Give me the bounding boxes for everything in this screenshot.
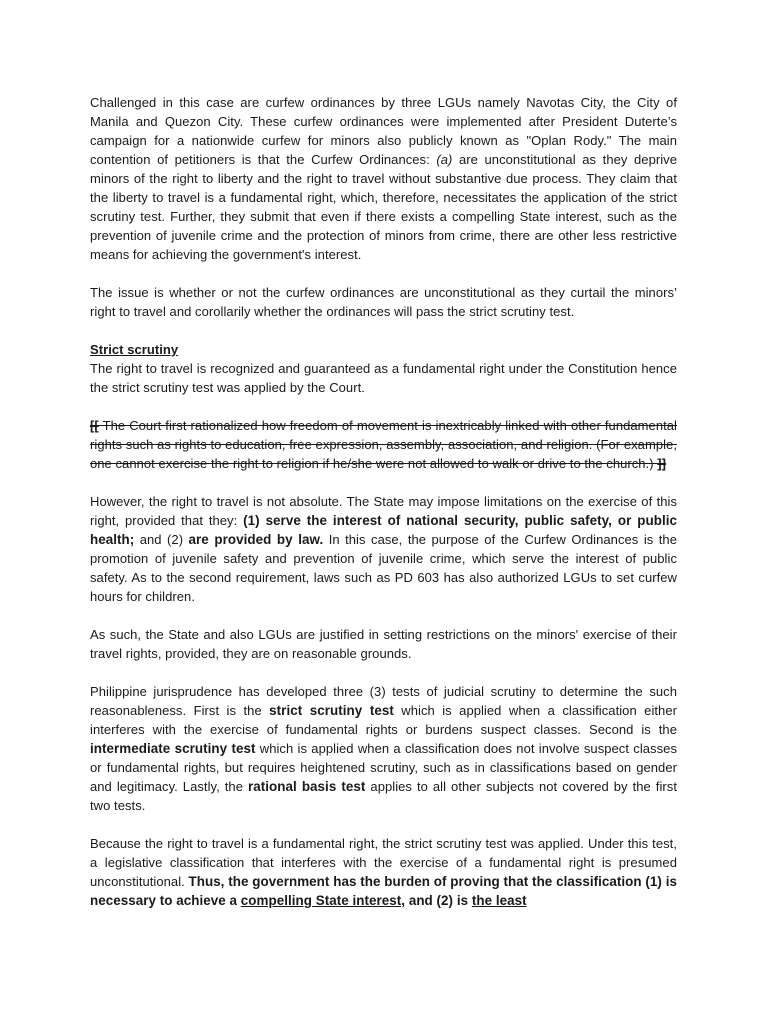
paragraph-justified-restrictions: As such, the State and also LGUs are justified in setting restrictions on the minors' exercise of their travel rights, provided, they are on reasonable grounds.	[90, 627, 677, 661]
document-page	[90, 93, 677, 910]
paragraph-struck-note	[90, 416, 677, 473]
paragraph-issue: The issue is whether or not the curfew ordinances are unconstitutional as they curtail the minors’ right to travel and corollarily whether the ordinances will pass the strict scrutiny test.	[90, 285, 677, 319]
bold-run: and (2) is	[405, 893, 472, 908]
text-run: and (2)	[134, 532, 189, 547]
struck-text: The Court first rationalized how freedom of movement is inextricably linked with other fundamental rights such as rights to education, free expression, assembly, association, and religion. (For example, one cannot exercise the right to religion if he/she were not allowed to walk or drive to the church.)	[90, 418, 677, 471]
bold-run: Thus, the government has the burden of proving that the classification (1) is necessary to achieve a	[90, 874, 678, 908]
paragraph-right-to-travel: The right to travel is recognized and guaranteed as a fundamental right under the Constitution hence the strict scrutiny test was applied by the Court.	[90, 361, 677, 395]
section-heading: Strict scrutiny	[90, 342, 179, 357]
bold-underlined-run: the least	[471, 893, 527, 908]
paragraph-not-absolute	[90, 492, 677, 606]
close-bracket-marker: ]]	[657, 456, 667, 471]
bold-run: intermediate scrutiny test	[90, 741, 256, 756]
text-run: Philippine jurisprudence has developed three (3) tests of judicial scrutiny to determine the such reasonableness. First is the	[90, 684, 677, 718]
open-bracket-marker: [[	[90, 418, 99, 433]
bold-run: are provided by law.	[188, 532, 324, 547]
paragraph-three-tests	[90, 682, 677, 815]
bold-run: strict scrutiny test	[269, 703, 394, 718]
paragraph-background	[90, 93, 677, 264]
text-run: which is applied when a classification does not involve suspect classes or fundamental rights, but requires heightened scrutiny, such as in classifications based on gender and legitimacy. Lastly, the	[90, 741, 677, 794]
text-run: are unconstitutional as they deprive minors of the right to liberty and the right to travel without substantive due process. They claim that the liberty to travel is a fundamental right, which, therefore, necessitates the application of the strict scrutiny test. Further, they submit that even if there exists a compelling State interest, such as the prevention of juvenile crime and the protection of minors from crime, there are other less restrictive means for achieving the government's interest.	[90, 152, 677, 262]
text-run: which is applied when a classification either interferes with the exercise of fundamental rights or burdens suspect classes. Second is the	[90, 703, 677, 737]
bold-underlined-run: compelling State interest,	[240, 893, 406, 908]
text-run: However, the right to travel is not absolute. The State may impose limitations on the exercise of this right, provided that they:	[90, 494, 677, 528]
text-run: In this case, the purpose of the Curfew Ordinances is the promotion of juvenile safety and prevention of juvenile crime, which serve the interest of public safety. As to the second requirement, laws such as PD 603 has also authorized LGUs to set curfew hours for children.	[90, 532, 677, 604]
paragraph-burden-of-proof	[90, 834, 677, 910]
bold-run: rational basis test	[247, 779, 366, 794]
italic-marker: (a)	[436, 152, 453, 167]
text-run: applies to all other subjects not covered by the first two tests.	[90, 779, 677, 813]
bold-run: (1) serve the interest of national security, public safety, or public health;	[90, 513, 677, 547]
text-run: Challenged in this case are curfew ordinances by three LGUs namely Navotas City, the City of Manila and Quezon City. These curfew ordinances were implemented after President Duterte’s campaign for a nationwide curfew for minors also publicly known as "Oplan Rody." The main contention of petitioners is that the Curfew Ordinances:	[90, 95, 677, 167]
text-run: Because the right to travel is a fundamental right, the strict scrutiny test was applied. Under this test, a legislative classification that interferes with the exercise of a fundamental right is presumed unconstitutional.	[90, 836, 677, 889]
